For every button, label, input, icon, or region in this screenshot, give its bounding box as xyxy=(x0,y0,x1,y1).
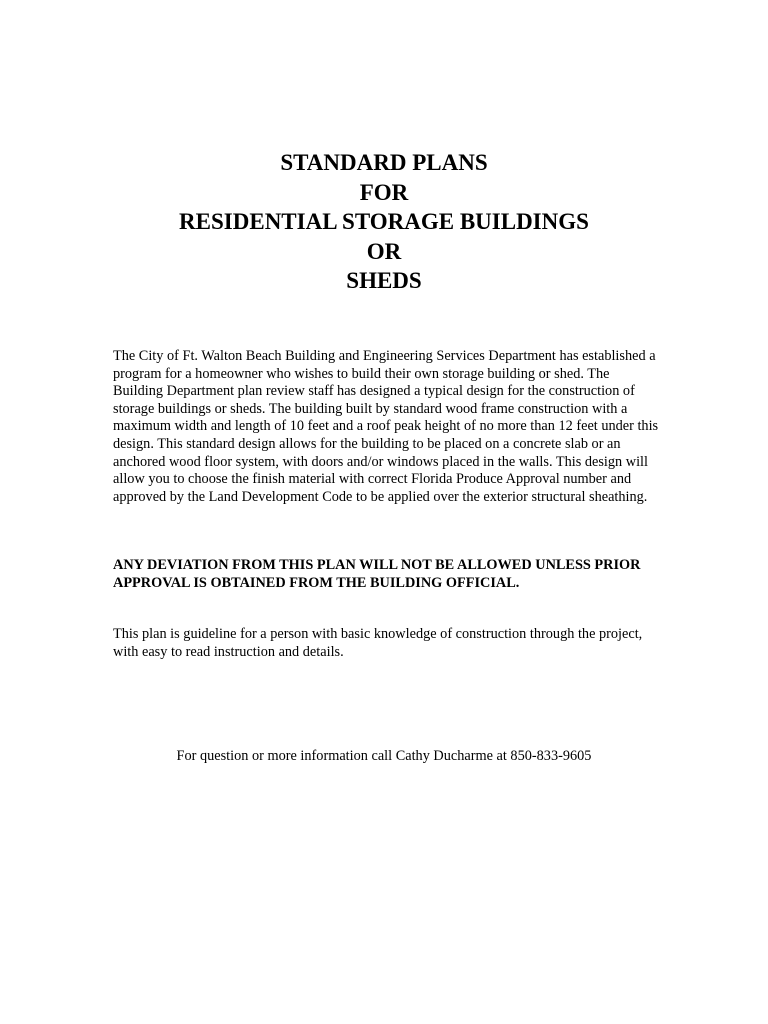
title-line-3: RESIDENTIAL STORAGE BUILDINGS xyxy=(179,209,589,234)
title-line-2: FOR xyxy=(359,179,409,205)
title-line-1: STANDARD PLANS xyxy=(280,150,488,175)
contact-line: For question or more information call Cathy Ducharme at 850-833-9605 xyxy=(176,748,592,764)
warning-paragraph: ANY DEVIATION FROM THIS PLAN WILL NOT BE ALLOWED UNLESS PRIOR APPROVAL IS OBTAINED FROM THE BUILDING OFFICIAL. xyxy=(113,557,641,591)
title-line-5: SHEDS xyxy=(346,268,422,293)
guideline-paragraph: This plan is guideline for a person with basic knowledge of construction through the project, with easy to read instruction and details. xyxy=(113,626,643,660)
title-line-4: OR xyxy=(366,238,402,264)
document-title xyxy=(0,148,768,296)
intro-paragraph: The City of Ft. Walton Beach Building and Engineering Services Department has established a program for a homeowner who wishes to build their own storage building or shed. The Building Department plan review staff has designed a typical design for the construction of storage buildings or sheds. The building built by standard wood frame construction with a maximum width and length of 10 feet and a roof peak height of no more than 12 feet under this design. This standard design allows for the building to be placed on a concrete slab or an anchored wood floor system, with doors and/or windows placed in the walls. This design will allow you to choose the finish material with correct Florida Produce Approval number and approved by the Land Development Code to be applied over the exterior structural sheathing. xyxy=(113,348,659,505)
